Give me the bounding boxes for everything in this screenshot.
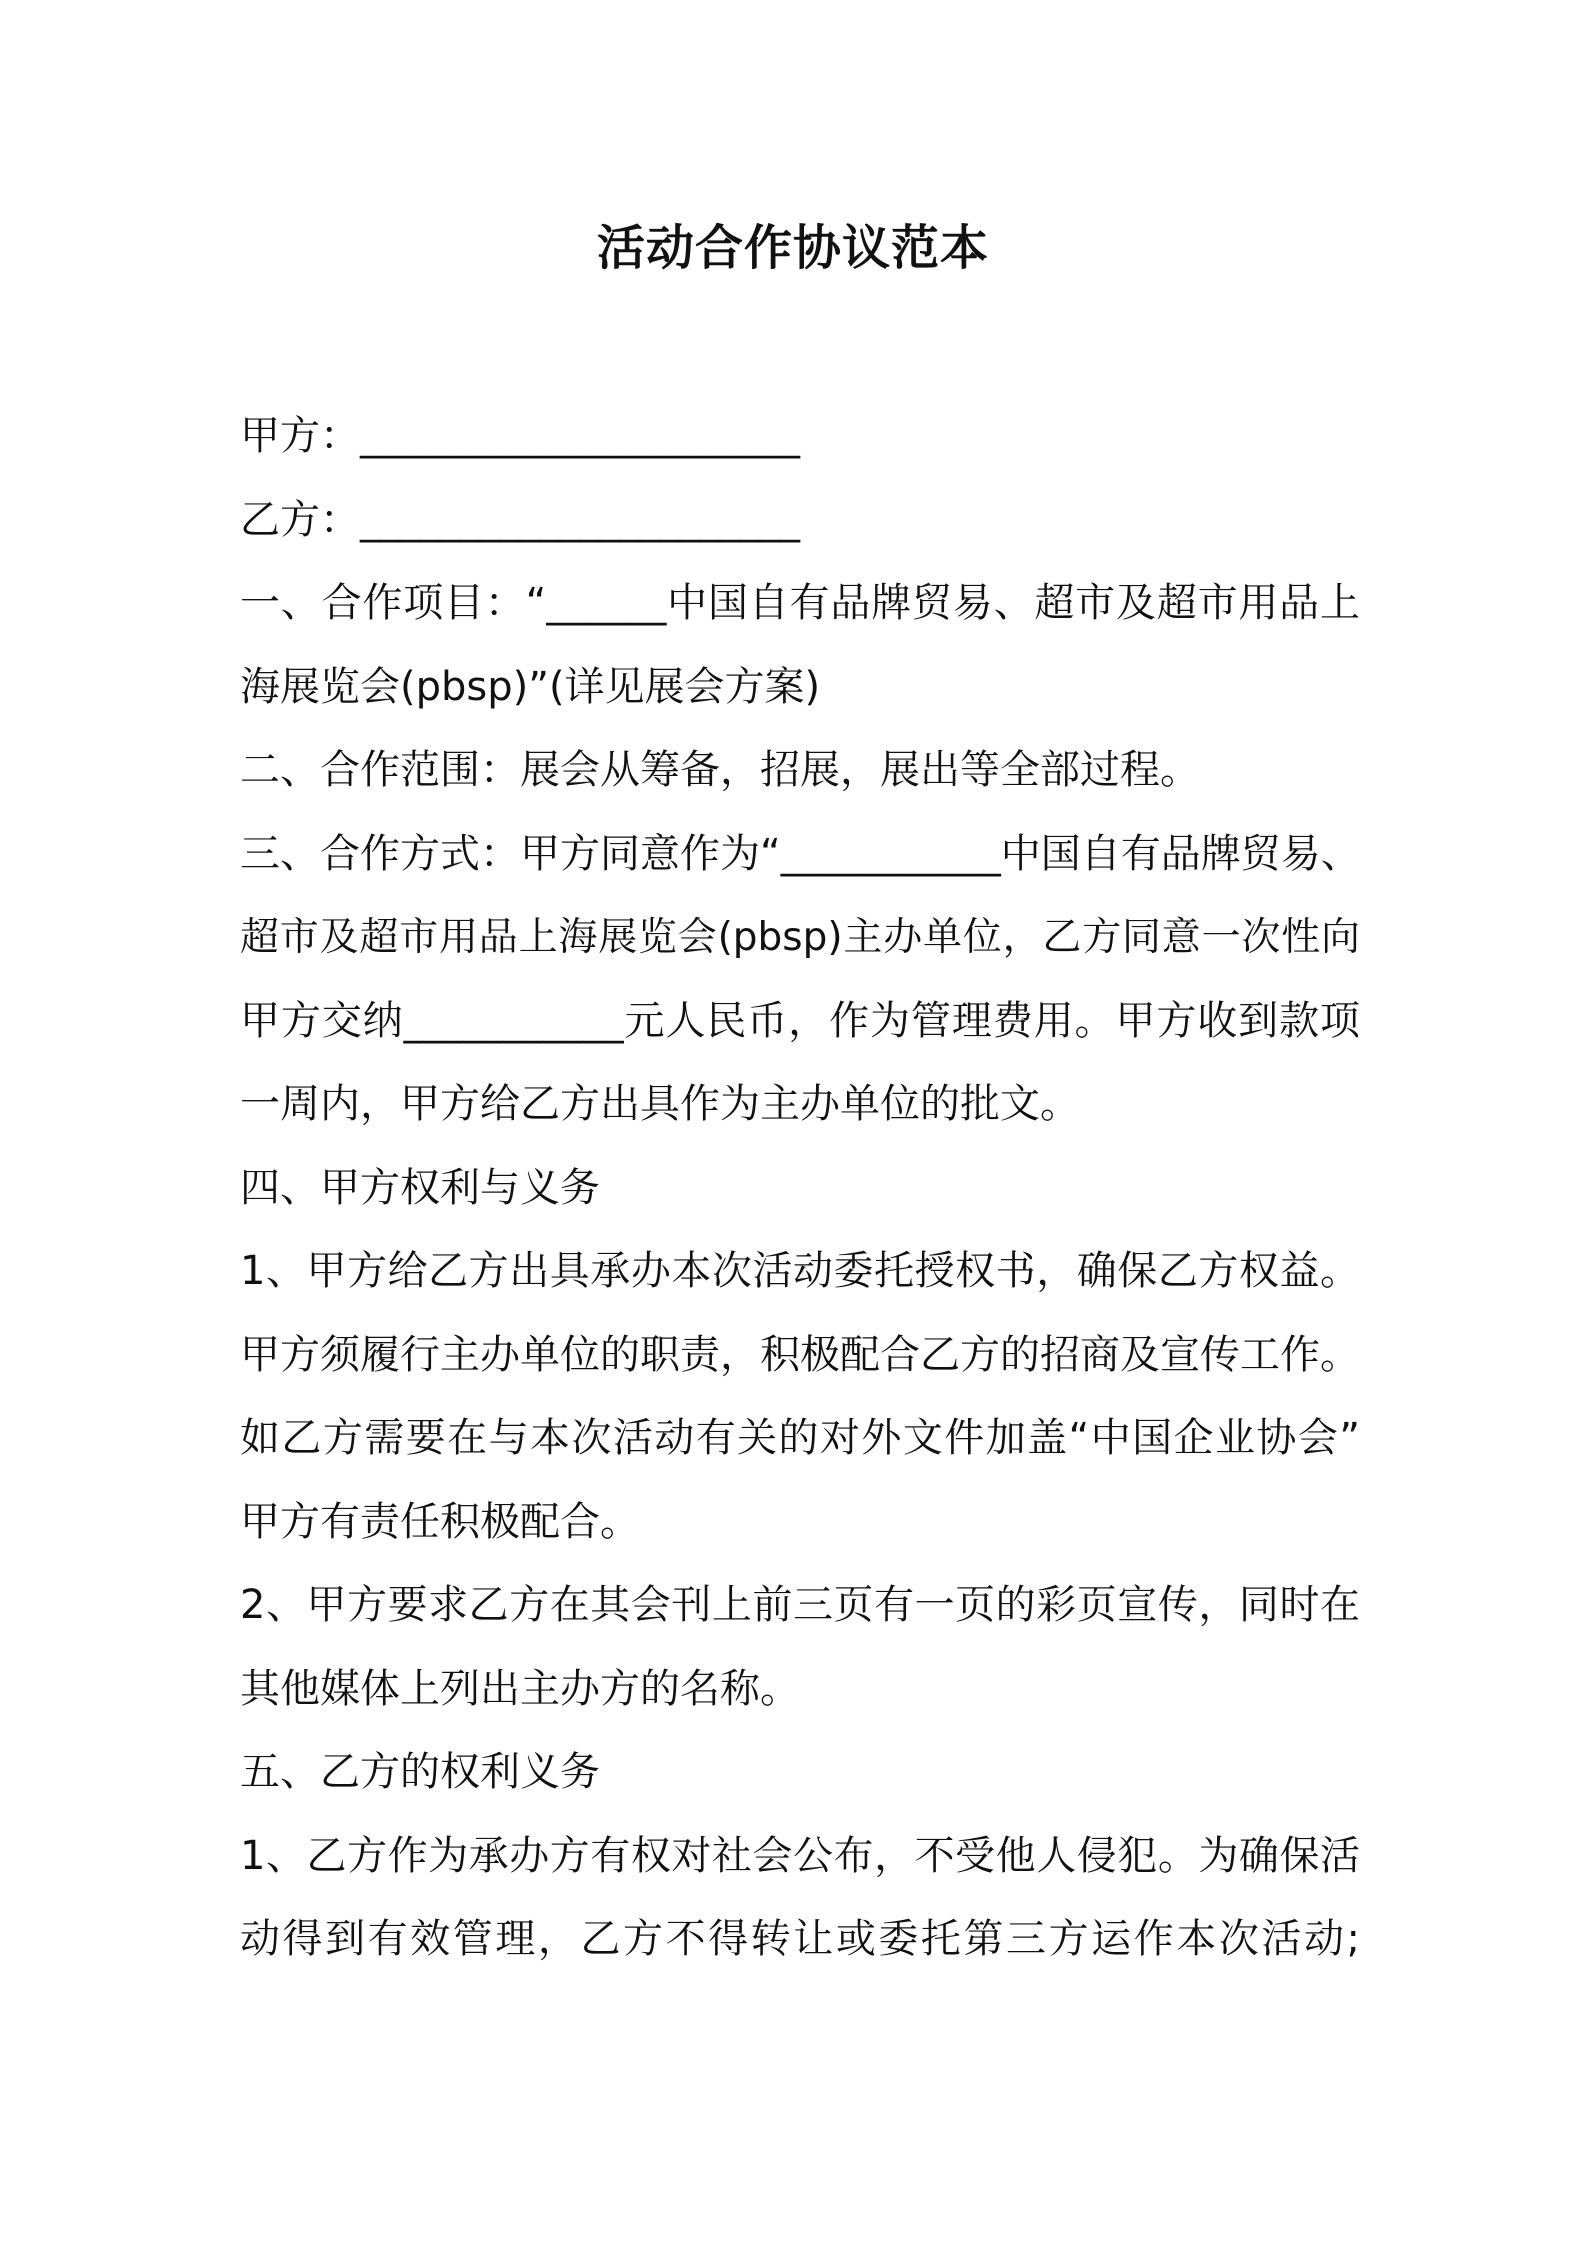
section-3-line-1: 三、合作方式：甲方同意作为“___________中国自有品牌贸易、 — [240, 830, 1361, 877]
section-4-item-1-line-3: 如乙方需要在与本次活动有关的对外文件加盖“中国企业协会” — [240, 1415, 1360, 1461]
section-4-item-2-line-1: 2、甲方要求乙方在其会刊上前三页有一页的彩页宣传，同时在 — [240, 1582, 1360, 1628]
section-4-item-1-line-2: 甲方须履行主办单位的职责，积极配合乙方的招商及宣传工作。 — [240, 1331, 1360, 1378]
document-title: 活动合作协议范本 — [596, 220, 989, 276]
section-4-item-1-line-4: 甲方有责任积极配合。 — [240, 1498, 640, 1545]
section-5-heading: 五、乙方的权利义务 — [240, 1749, 600, 1795]
section-1-line-2: 海展览会(pbsp)”(详见展会方案) — [240, 663, 821, 710]
section-5-item-1-line-2: 动得到有效管理，乙方不得转让或委托第三方运作本次活动; — [240, 1916, 1360, 1962]
party-a-line: 甲方：______________________ — [240, 413, 800, 459]
section-3-line-2: 超市及超市用品上海展览会(pbsp)主办单位，乙方同意一次性向 — [240, 915, 1360, 960]
section-4-item-1-line-1: 1、甲方给乙方出具承办本次活动委托授权书，确保乙方权益。 — [240, 1248, 1360, 1294]
section-1-line-1: 一、合作项目：“______中国自有品牌贸易、超市及超市用品上 — [240, 580, 1360, 626]
section-5-item-1-line-1: 1、乙方作为承办方有权对社会公布，不受他人侵犯。为确保活 — [240, 1832, 1360, 1879]
section-4-item-2-line-2: 其他媒体上列出主办方的名称。 — [240, 1665, 800, 1712]
party-b-line: 乙方：______________________ — [240, 496, 800, 543]
section-3-line-3: 甲方交纳___________元人民币，作为管理费用。甲方收到款项 — [240, 997, 1360, 1044]
document-body — [240, 395, 1360, 1982]
section-2-line: 二、合作范围：展会从筹备，招展，展出等全部过程。 — [240, 747, 1200, 793]
section-3-line-4: 一周内，甲方给乙方出具作为主办单位的批文。 — [240, 1081, 1080, 1127]
section-4-heading: 四、甲方权利与义务 — [240, 1164, 600, 1211]
